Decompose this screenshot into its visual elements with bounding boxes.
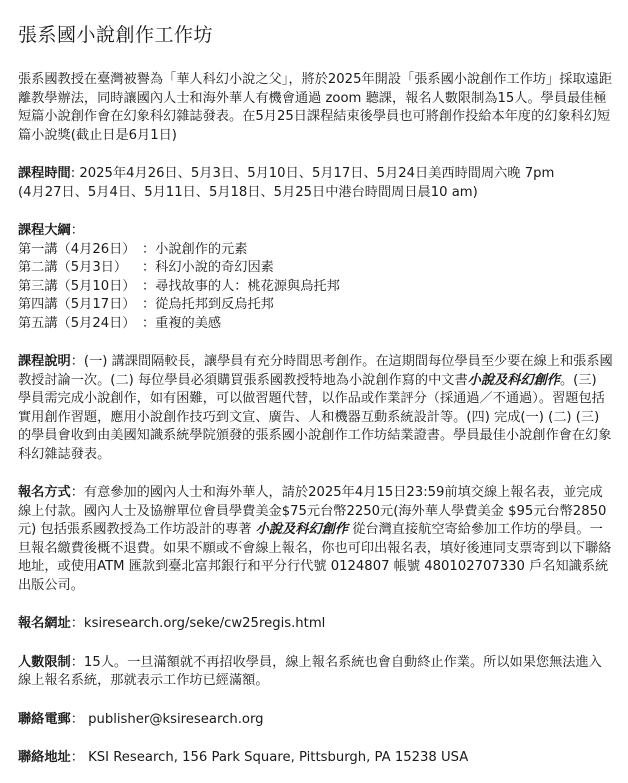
registration-part-2: 從台灣直接航空寄給參加工作坊的學員。一旦報名繳費後概不退費。如果不願或不會線上報名，你也可印出報名表，填好後連同支票寄到以下聯絡地址，或使用ATM 匯款到臺北富邦銀行和平分行代號 0124807 帳號 480102707330 戶名知識系統出版公司。 (18, 522, 612, 593)
address-value: ： KSI Research, 156 Park Square, Pittsburgh, PA 15238 USA (70, 750, 469, 765)
outline-topic: ：從烏托邦到反烏托邦 (142, 297, 274, 312)
outline-lecture: 第三講（5月10日） (18, 278, 136, 294)
outline-item (18, 241, 614, 260)
outline-lecture: 第一講（4月26日） (18, 241, 136, 257)
outline-section (18, 222, 614, 333)
outline-lecture: 第二講（5月3日） (18, 260, 128, 275)
address-label: 聯絡地址 (18, 750, 71, 765)
registration-url-link[interactable]: ：ksiresearch.org/seke/cw25regis.html (70, 616, 326, 631)
schedule-line-2: (4月27日、5月4日、5月11日、5月18日、5月25日中港台時間周日晨10 am) (18, 184, 478, 200)
url-line (18, 615, 614, 634)
outline-topic: ：科幻小說的奇幻因素 (142, 260, 274, 275)
schedule-dates-us: : 2025年4月26日、5月3日、5月10日、5月17日、5月24日美西時間周六晚 7pm (70, 166, 555, 181)
book-title: 小說及科幻創作 (255, 522, 349, 537)
capacity-label: 人數限制 (18, 654, 71, 670)
outline-heading (18, 222, 614, 241)
outline-item (18, 296, 614, 315)
schedule-label: 課程時間 (18, 166, 71, 181)
outline-lecture: 第四講（5月17日） (18, 297, 136, 312)
outline-topic: ：尋找故事的人：桃花源與烏托邦 (142, 278, 340, 294)
registration-section (18, 484, 614, 595)
capacity-section (18, 654, 614, 691)
url-label: 報名網址 (18, 616, 71, 631)
description-label: 課程說明 (18, 354, 71, 369)
intro-text: 張系國教授在臺灣被譽為「華人科幻小說之父」，將於2025年開設「張系國小說創作工作坊」採取遠距離教學辦法，同時讓國內人士和海外華人有機會通過 zoom 聽課，報名人數限制為15人。學員最佳極短篇小說創作會在幻象科幻雜誌發表。在5月25日課程結束後學員也可將創作投給本年度的幻象科幻短篇小說獎(截止日是6月1日) (18, 72, 613, 143)
capacity-text (18, 654, 614, 691)
capacity-value: ：15人。一旦滿額就不再招收學員，線上報名系統也會自動終止作業。所以如果您無法進入線上報名系統，那就表示工作坊已經滿額。 (18, 654, 602, 688)
outline-topic: ：小說創作的元素 (142, 241, 248, 257)
description-part-1: ：(一) 講課間隔較長，讓學員有充分時間思考創作。在這期間每位學員至少要在線上和張系國教授討論一次。(二) 每位學員必須購買張系國教授特地為小說創作寫的中文書 (18, 354, 613, 388)
url-section (18, 615, 614, 634)
email-line (18, 711, 614, 730)
description-section (18, 353, 614, 464)
email-link[interactable]: ： publisher@ksiresearch.org (70, 711, 264, 727)
outline-topic: ：重複的美感 (142, 315, 222, 331)
outline-colon: ： (70, 223, 84, 238)
book-title: 小說及科幻創作 (467, 372, 560, 388)
email-label: 聯絡電郵 (18, 711, 71, 727)
address-section (18, 749, 614, 768)
outline-item (18, 315, 614, 334)
description-part-2: 。(三) 學員需完成小說創作，如有困難，可以做習題代替，以作品或作業評分（採通過／不通過）。習題包括實用創作習題，應用小說創作技巧到文宣、廣告、人和機器互動系統設計等。(四) 完成(一) (二) (三) 的學員會收到由美國知識系統學院頒發的張系國小說創作工作坊結業證書。學員最佳小說創作會在幻象科幻雜誌發表。 (18, 372, 612, 462)
outline-item (18, 259, 614, 278)
schedule-line-1 (18, 165, 614, 184)
outline-item (18, 278, 614, 297)
email-section (18, 711, 614, 730)
schedule-section (18, 165, 614, 202)
registration-label: 報名方式 (18, 485, 71, 500)
registration-text (18, 484, 614, 595)
description-text (18, 353, 614, 464)
outline-label: 課程大綱 (18, 223, 71, 238)
address-line (18, 749, 614, 768)
page-title: 張系國小說創作工作坊 (18, 24, 214, 46)
outline-lecture: 第五講（5月24日） (18, 315, 136, 331)
registration-part-1: ：有意參加的國內人士和海外華人，請於2025年4月15日23:59前填交線上報名表，並完成線上付款。國內人士及協辦單位會員學費美金$75元台幣2250元(海外華人學費美金 $95元台幣2850元) 包括張系國教授為工作坊設計的專著 (18, 485, 607, 537)
intro-section (18, 71, 614, 145)
